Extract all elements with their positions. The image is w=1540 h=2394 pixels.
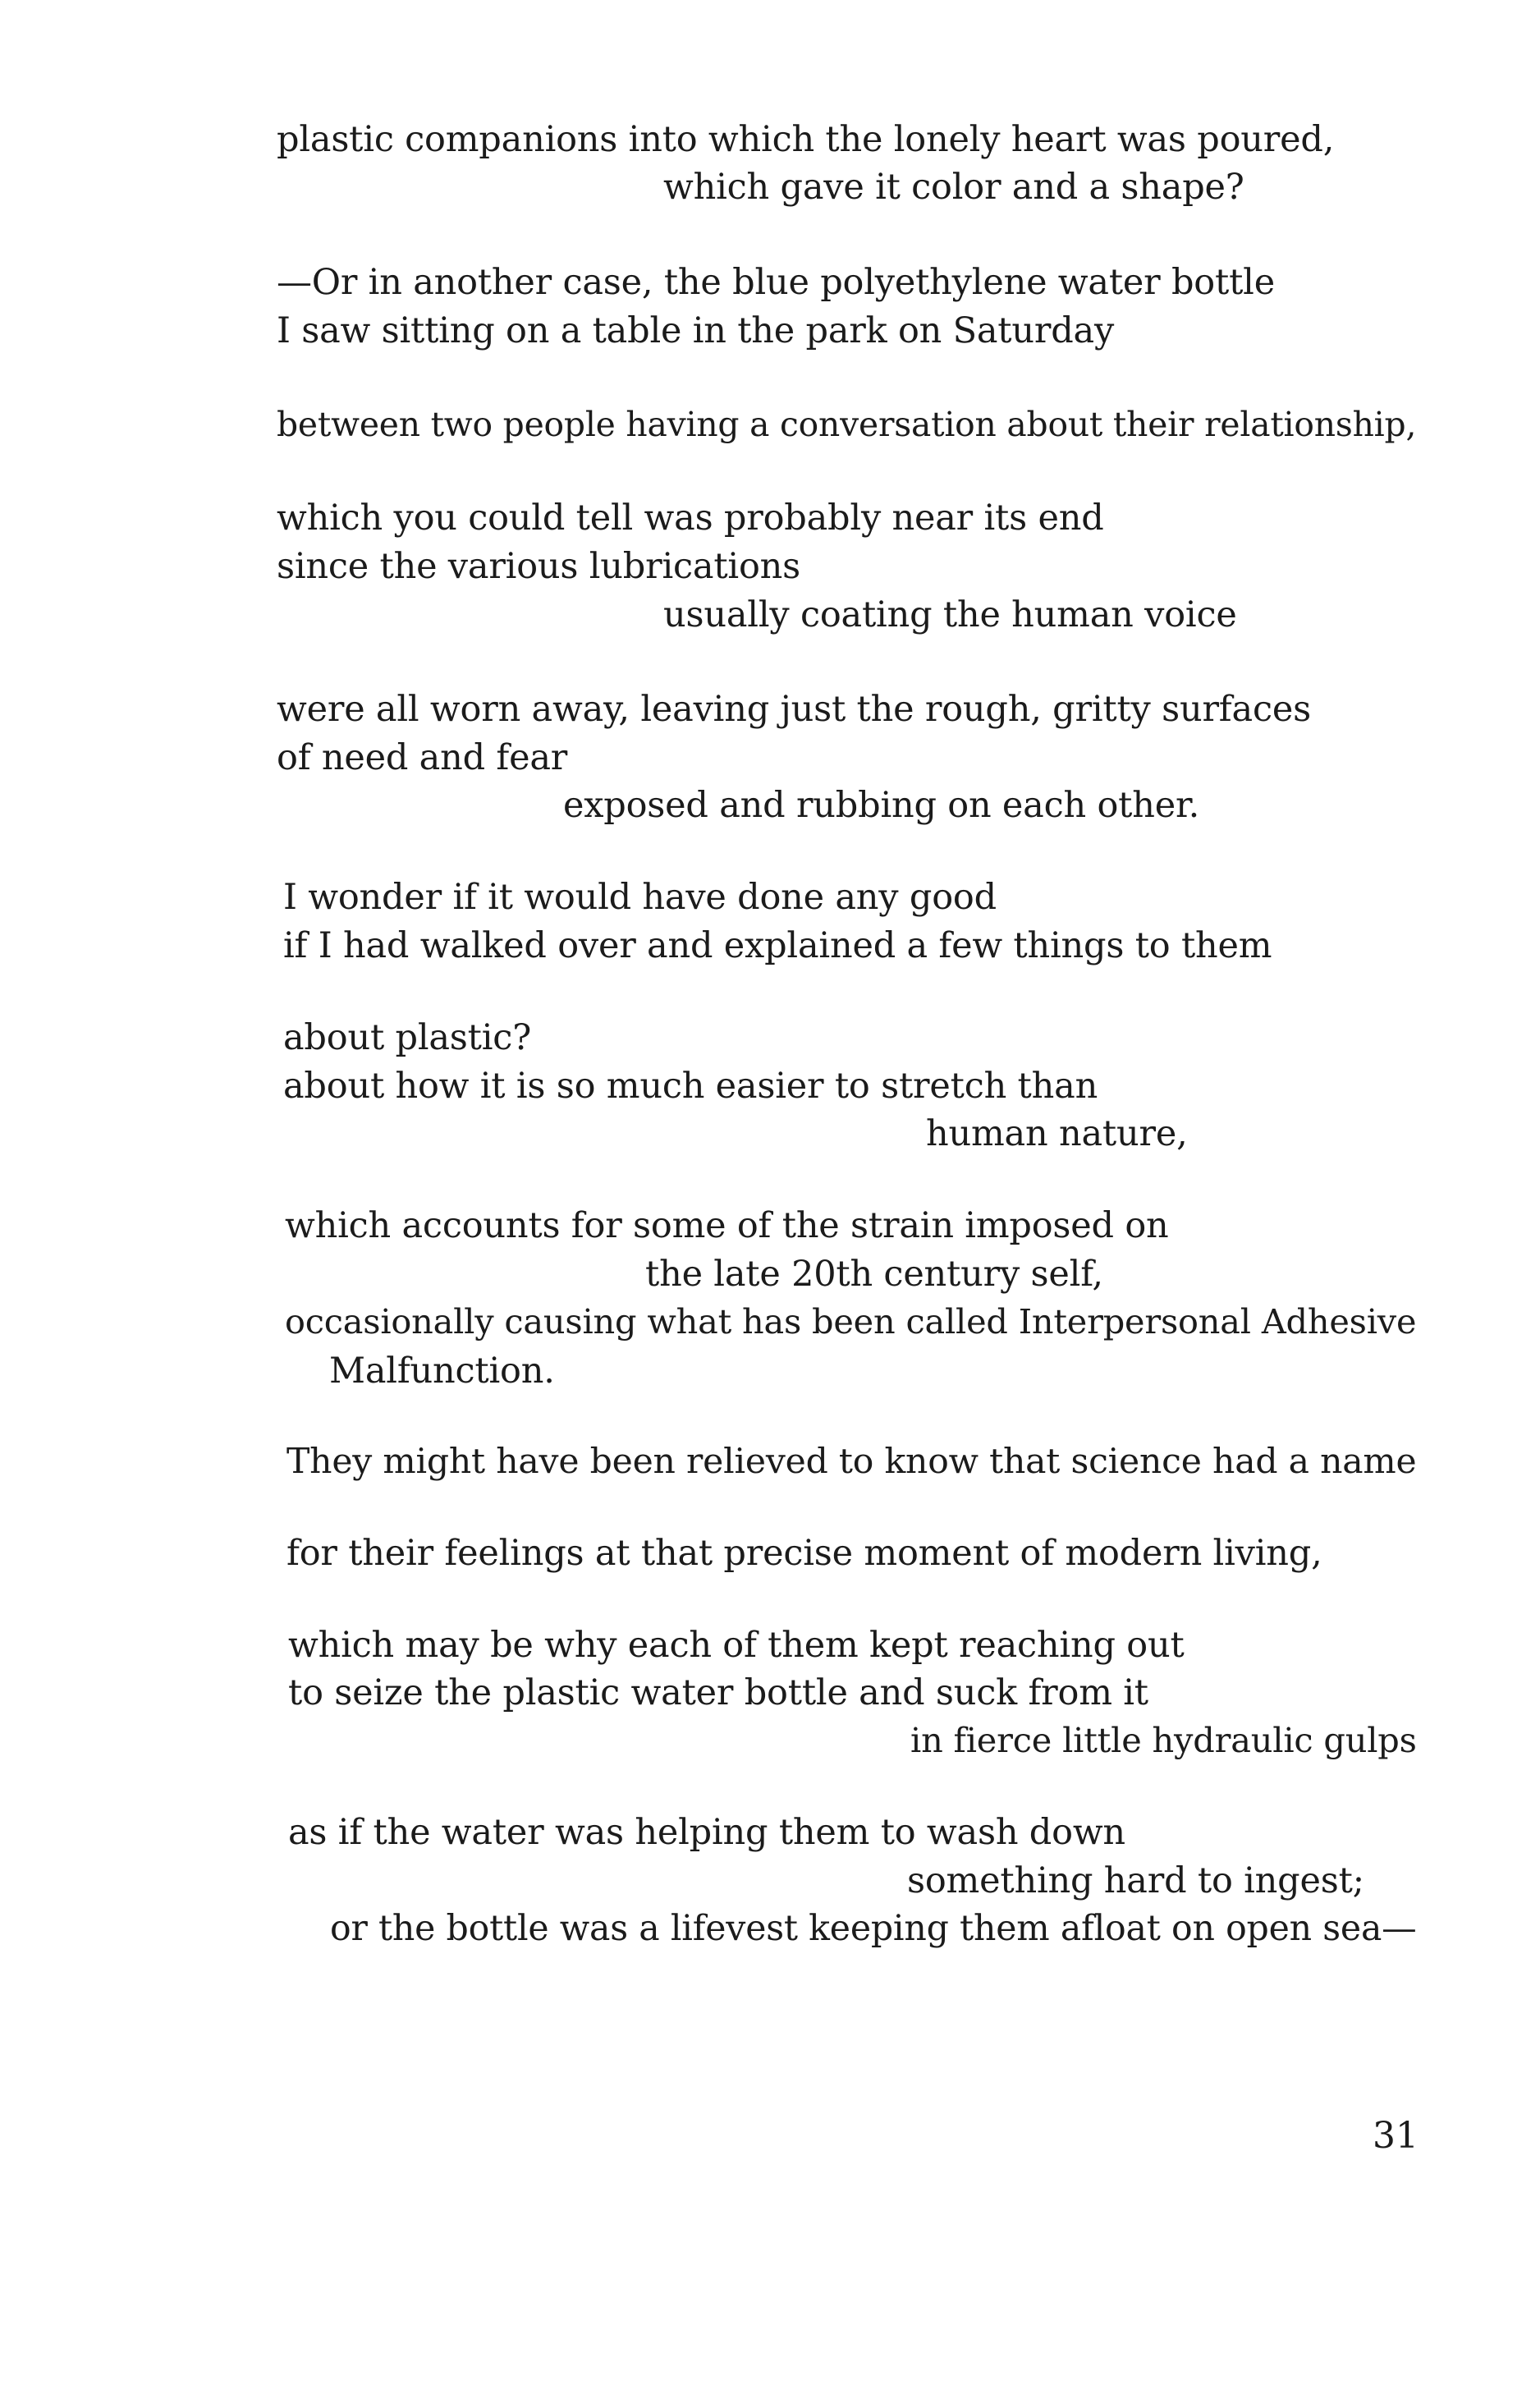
poem-line: since the various lubrications xyxy=(277,546,801,587)
poem-line: if I had walked over and explained a few things to them xyxy=(283,925,1272,966)
poem-line: I wonder if it would have done any good xyxy=(283,877,997,918)
poem-line: which may be why each of them kept reaching out xyxy=(288,1625,1185,1666)
poem-line: the late 20th century self, xyxy=(645,1254,1103,1295)
poem-line: exposed and rubbing on each other. xyxy=(563,785,1200,826)
poem-line: for their feelings at that precise moment of modern living, xyxy=(286,1533,1322,1574)
poem-line: which gave it color and a shape? xyxy=(663,167,1244,208)
poem-line: occasionally causing what has been called Interpersonal Adhesive xyxy=(285,1302,1417,1341)
poem-line: in fierce little hydraulic gulps xyxy=(910,1721,1417,1760)
poem-line: Malfunction. xyxy=(329,1351,555,1392)
poem-line: human nature, xyxy=(926,1113,1188,1154)
poem-line: —Or in another case, the blue polyethylene water bottle xyxy=(277,262,1275,303)
poem-line: plastic companions into which the lonely heart was poured, xyxy=(277,119,1335,160)
poem-line: which accounts for some of the strain imposed on xyxy=(285,1205,1169,1246)
poem-line: to seize the plastic water bottle and suck from it xyxy=(288,1672,1148,1713)
poem-line: something hard to ingest; xyxy=(907,1860,1364,1901)
poem-line: I saw sitting on a table in the park on Saturday xyxy=(277,310,1115,351)
poem-line: between two people having a conversation about their relationship, xyxy=(277,405,1417,444)
poem-line: of need and fear xyxy=(277,737,568,778)
poem-line: about plastic? xyxy=(283,1017,532,1058)
poem-line: usually coating the human voice xyxy=(663,594,1237,635)
poem-line: which you could tell was probably near its end xyxy=(277,498,1104,539)
page-number: 31 xyxy=(1373,2115,1419,2157)
poem-line: or the bottle was a lifevest keeping them afloat on open sea— xyxy=(330,1908,1417,1949)
poem-line: They might have been relieved to know that science had a name xyxy=(286,1442,1417,1482)
poem-line: were all worn away, leaving just the rough, gritty surfaces xyxy=(277,689,1311,730)
poem-line: about how it is so much easier to stretch than xyxy=(283,1066,1098,1107)
poem-line: as if the water was helping them to wash down xyxy=(288,1812,1125,1853)
